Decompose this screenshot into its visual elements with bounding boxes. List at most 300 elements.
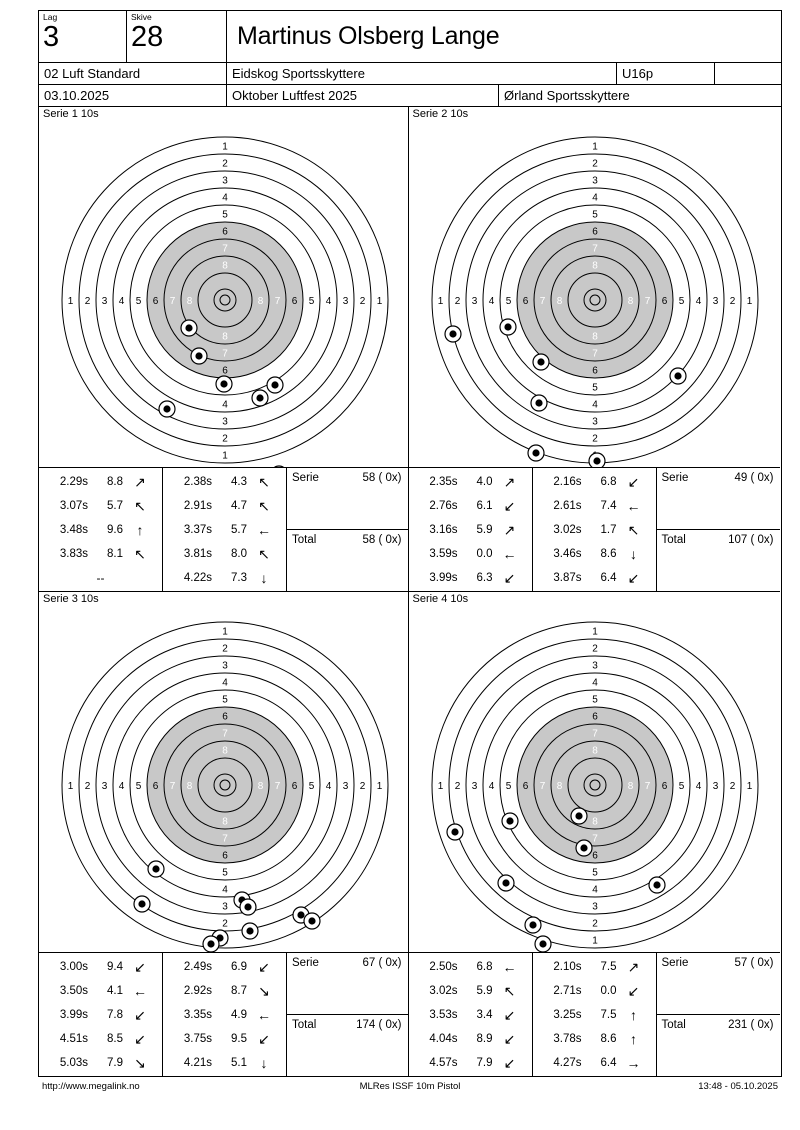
shot-direction-icon: ↙	[134, 959, 146, 975]
shot-row	[409, 979, 532, 1003]
shot-row	[39, 1003, 162, 1027]
page-footer	[38, 1077, 782, 1092]
svg-text:5: 5	[505, 781, 511, 792]
serie-score-4: 57 ( 0x)	[734, 957, 774, 969]
svg-text:2: 2	[84, 781, 91, 792]
shot-hole	[216, 376, 232, 392]
svg-text:8: 8	[222, 260, 228, 272]
category: U16p	[617, 63, 715, 84]
target-svg-1	[39, 122, 408, 467]
shot-row	[533, 518, 656, 542]
svg-text:3: 3	[471, 781, 477, 792]
total-summary-2	[657, 530, 780, 592]
shot-row	[533, 955, 656, 979]
shot-time: 3.16s	[429, 524, 458, 536]
svg-text:6: 6	[291, 296, 298, 307]
total-score-2: 107 ( 0x)	[728, 534, 774, 546]
lag-label: Lag	[43, 12, 58, 22]
svg-text:1: 1	[437, 781, 443, 792]
shot-row	[409, 542, 532, 566]
shot-value: 5.1	[231, 1057, 247, 1069]
shots-block-4	[409, 952, 780, 1076]
shot-hole	[571, 808, 587, 824]
shot-direction-icon: ←	[133, 983, 147, 999]
serie-summary-1	[287, 468, 408, 530]
shot-value: 7.5	[600, 1009, 617, 1021]
shot-time: 4.57s	[429, 1057, 458, 1069]
shot-direction-icon: ↙	[503, 570, 516, 586]
shot-value: 8.6	[600, 1033, 617, 1045]
svg-text:5: 5	[591, 382, 598, 394]
svg-text:5: 5	[135, 296, 142, 307]
shot-time: 3.35s	[183, 1009, 212, 1021]
svg-text:8: 8	[556, 296, 562, 307]
svg-text:6: 6	[591, 711, 598, 723]
shot-time: 3.59s	[429, 548, 458, 560]
total-summary-1	[287, 530, 408, 592]
svg-text:7: 7	[169, 296, 176, 307]
shot-row	[163, 518, 286, 542]
shot-hole	[181, 320, 197, 336]
svg-text:2: 2	[729, 296, 735, 307]
svg-text:3: 3	[591, 901, 598, 913]
svg-text:7: 7	[222, 348, 228, 360]
shot-time: 3.87s	[553, 572, 582, 584]
header-class-row	[39, 63, 781, 85]
shot-value: 6.8	[600, 476, 617, 488]
svg-text:8: 8	[257, 296, 264, 307]
serie-score-3: 67 ( 0x)	[362, 957, 402, 969]
target-svg-2	[409, 122, 780, 467]
header-main-row	[39, 11, 781, 63]
svg-text:2: 2	[222, 433, 228, 445]
svg-text:3: 3	[712, 781, 718, 792]
shot-row	[409, 470, 532, 494]
svg-text:6: 6	[591, 226, 598, 238]
total-score-1: 58 ( 0x)	[362, 534, 402, 546]
svg-text:8: 8	[627, 781, 633, 792]
shot-time: 3.07s	[59, 500, 88, 512]
svg-text:4: 4	[695, 781, 701, 792]
shot-direction-icon: ↙	[258, 959, 270, 975]
shot-row	[39, 979, 162, 1003]
shot-value: 1.7	[600, 524, 617, 536]
shot-time: 3.53s	[429, 1009, 458, 1021]
shot-hole	[528, 445, 544, 461]
svg-text:4: 4	[222, 884, 228, 896]
shot-value: 5.9	[476, 985, 493, 997]
shot-time: 3.81s	[183, 548, 212, 560]
svg-text:4: 4	[591, 677, 598, 689]
svg-text:4: 4	[118, 781, 125, 792]
svg-text:3: 3	[591, 175, 598, 187]
shot-time: 2.91s	[183, 500, 212, 512]
svg-text:6: 6	[152, 296, 159, 307]
shot-time: 2.38s	[183, 476, 212, 488]
shot-value: 5.9	[476, 524, 493, 536]
svg-text:1: 1	[437, 296, 443, 307]
shot-direction-icon: ↙	[258, 1031, 270, 1047]
shot-time: 3.48s	[59, 524, 88, 536]
shot-time: 3.46s	[553, 548, 582, 560]
svg-text:1: 1	[376, 781, 383, 792]
svg-text:2: 2	[222, 158, 228, 170]
shot-direction-icon: ↙	[134, 1007, 146, 1023]
shot-value: 6.1	[476, 500, 493, 512]
shot-value: 7.4	[600, 500, 617, 512]
shot-time: 2.35s	[429, 476, 458, 488]
result-sheet	[38, 10, 782, 1077]
shot-direction-icon: ↖	[258, 498, 270, 514]
shot-hole	[525, 917, 541, 933]
shot-hole	[500, 319, 516, 335]
shot-value: 7.5	[600, 961, 617, 973]
shot-hole	[134, 896, 150, 912]
shot-row	[163, 470, 286, 494]
shot-hole	[148, 861, 164, 877]
svg-text:4: 4	[591, 192, 598, 204]
svg-text:3: 3	[342, 781, 349, 792]
footer-timestamp: 13:48 - 05.10.2025	[698, 1081, 778, 1092]
svg-text:6: 6	[591, 850, 598, 862]
shot-time: 3.02s	[553, 524, 582, 536]
svg-text:5: 5	[308, 781, 315, 792]
shot-value: 8.6	[600, 548, 617, 560]
total-score-4: 231 ( 0x)	[728, 1019, 774, 1031]
shot-time: 2.29s	[59, 476, 88, 488]
svg-text:4: 4	[325, 296, 332, 307]
series-panel-2	[409, 107, 780, 592]
shot-direction-icon: ↓	[260, 570, 268, 586]
shot-row	[39, 470, 162, 494]
shot-value: 9.6	[107, 524, 123, 536]
series-panel-1	[39, 107, 409, 592]
svg-text:3: 3	[342, 296, 349, 307]
serie-label-4: Serie	[661, 957, 689, 969]
shot-value: 4.1	[107, 985, 123, 997]
series-title-4: Serie 4 10s	[412, 593, 469, 605]
target-svg-4	[409, 607, 780, 952]
serie-summary-2	[657, 468, 780, 530]
shot-row	[163, 979, 286, 1003]
shot-hole	[535, 936, 551, 952]
svg-text:1: 1	[591, 626, 598, 638]
shot-direction-icon: →	[626, 1055, 641, 1071]
serie-summary-3	[287, 953, 408, 1015]
shot-value: 9.4	[107, 961, 123, 973]
svg-text:5: 5	[591, 209, 598, 221]
shot-value: 8.1	[107, 548, 123, 560]
total-label-2: Total	[661, 534, 686, 546]
svg-text:7: 7	[222, 833, 228, 845]
svg-text:2: 2	[222, 918, 228, 930]
shot-row	[163, 955, 286, 979]
date: 03.10.2025	[39, 85, 227, 106]
shot-direction-icon: ↙	[627, 983, 640, 999]
shot-direction-icon: ↑	[630, 1031, 637, 1047]
shot-direction-icon: ↘	[258, 983, 270, 999]
svg-text:8: 8	[186, 781, 193, 792]
shot-time: 3.83s	[59, 548, 88, 560]
shot-hole	[589, 453, 605, 467]
shot-direction-icon: ↖	[134, 546, 146, 562]
shot-time: 3.99s	[429, 572, 458, 584]
series-panel-3	[39, 592, 409, 1076]
svg-text:3: 3	[222, 175, 228, 187]
shot-direction-icon: ↖	[503, 983, 516, 999]
svg-text:2: 2	[729, 781, 735, 792]
svg-text:8: 8	[222, 816, 228, 828]
svg-text:3: 3	[712, 296, 718, 307]
shot-hole	[240, 899, 256, 915]
shot-hole	[242, 923, 258, 939]
series-grid	[39, 107, 781, 1076]
svg-text:5: 5	[678, 296, 684, 307]
shot-direction-icon: ←	[257, 522, 271, 538]
svg-text:1: 1	[591, 141, 598, 153]
svg-text:3: 3	[101, 781, 108, 792]
shot-hole	[445, 326, 461, 342]
shot-direction-icon: ↗	[134, 474, 146, 490]
shot-direction-icon: ↗	[503, 474, 516, 490]
shot-time: 5.03s	[59, 1057, 88, 1069]
shot-time: 2.49s	[183, 961, 212, 973]
shot-row	[163, 566, 286, 590]
shot-hole	[533, 354, 549, 370]
shot-hole	[203, 936, 219, 952]
header-date-row	[39, 85, 781, 107]
svg-text:2: 2	[591, 433, 598, 445]
shot-time: 3.25s	[553, 1009, 582, 1021]
total-summary-4	[657, 1015, 780, 1077]
svg-text:7: 7	[274, 781, 281, 792]
svg-text:8: 8	[591, 331, 598, 343]
shot-time: 3.50s	[59, 985, 88, 997]
shot-time: 4.04s	[429, 1033, 458, 1045]
shot-value: 8.8	[107, 476, 123, 488]
series-panel-4	[409, 592, 780, 1076]
shot-value: 9.5	[231, 1033, 247, 1045]
svg-text:4: 4	[591, 399, 598, 411]
shot-value: 7.9	[476, 1057, 493, 1069]
svg-text:5: 5	[222, 694, 228, 706]
lag-value: 3	[43, 21, 60, 53]
shot-column-3a	[39, 953, 163, 1076]
shot-column-4b	[533, 953, 657, 1076]
svg-text:6: 6	[152, 781, 159, 792]
svg-text:8: 8	[556, 781, 562, 792]
svg-text:2: 2	[454, 781, 460, 792]
svg-text:7: 7	[222, 243, 228, 255]
svg-text:6: 6	[591, 365, 598, 377]
shot-row	[163, 542, 286, 566]
svg-text:6: 6	[222, 226, 228, 238]
svg-text:5: 5	[505, 296, 511, 307]
shot-value: 7.8	[107, 1009, 123, 1021]
summary-2	[657, 468, 780, 591]
svg-text:7: 7	[644, 781, 650, 792]
shot-direction-icon: ←	[502, 546, 517, 562]
shot-row	[163, 1003, 286, 1027]
shot-row	[409, 566, 532, 590]
svg-text:7: 7	[222, 728, 228, 740]
svg-text:7: 7	[539, 781, 545, 792]
shot-time: 4.21s	[183, 1057, 212, 1069]
shot-row	[533, 494, 656, 518]
svg-text:3: 3	[101, 296, 108, 307]
shot-value: 8.0	[231, 548, 247, 560]
shot-direction-icon: ↙	[627, 474, 640, 490]
svg-text:4: 4	[222, 677, 228, 689]
svg-text:1: 1	[67, 296, 74, 307]
shot-row	[409, 494, 532, 518]
header-extra	[715, 63, 780, 84]
shot-time: 4.27s	[553, 1057, 582, 1069]
shot-time: 3.02s	[429, 985, 458, 997]
club-name: Eidskog Sportsskyttere	[227, 63, 617, 84]
shot-row	[409, 518, 532, 542]
target-3	[39, 607, 408, 952]
shot-time: 2.71s	[553, 985, 582, 997]
shot-time: 2.16s	[553, 476, 582, 488]
svg-text:1: 1	[746, 781, 752, 792]
svg-text:5: 5	[678, 781, 684, 792]
shot-value: 4.7	[231, 500, 247, 512]
serie-label-2: Serie	[661, 472, 689, 484]
shot-row	[533, 542, 656, 566]
shot-hole	[304, 913, 320, 929]
svg-text:5: 5	[308, 296, 315, 307]
svg-text:1: 1	[376, 296, 383, 307]
shot-time: 2.92s	[183, 985, 212, 997]
svg-text:1: 1	[222, 450, 228, 462]
svg-text:4: 4	[488, 781, 494, 792]
svg-text:5: 5	[222, 867, 228, 879]
shot-direction-icon: ↙	[503, 1007, 516, 1023]
svg-text:1: 1	[746, 296, 752, 307]
shot-row	[163, 494, 286, 518]
shots-block-1	[39, 467, 408, 591]
shot-direction-icon: ←	[626, 498, 641, 514]
shot-hole	[531, 395, 547, 411]
svg-text:6: 6	[661, 296, 667, 307]
shot-column-4a	[409, 953, 533, 1076]
svg-text:3: 3	[591, 416, 598, 428]
svg-text:3: 3	[591, 660, 598, 672]
competition-name: Oktober Luftfest 2025	[227, 85, 499, 106]
series-title-1: Serie 1 10s	[43, 108, 99, 120]
shot-direction-icon: ↖	[627, 522, 640, 538]
svg-text:7: 7	[539, 296, 545, 307]
svg-text:2: 2	[591, 158, 598, 170]
svg-text:1: 1	[591, 935, 598, 947]
shot-time: 2.76s	[429, 500, 458, 512]
shot-direction-icon: ↖	[258, 474, 270, 490]
skive-value: 28	[131, 21, 164, 53]
shot-time: 2.61s	[553, 500, 582, 512]
shot-hole	[159, 401, 175, 417]
shot-hole	[649, 877, 665, 893]
shot-value: 0.0	[476, 548, 493, 560]
shot-hole	[502, 813, 518, 829]
shots-block-3	[39, 952, 408, 1076]
shot-row	[409, 1051, 532, 1075]
shot-row	[409, 955, 532, 979]
shot-direction-icon: ↘	[134, 1055, 146, 1071]
shot-value: 3.4	[476, 1009, 493, 1021]
shot-direction-icon: ↗	[627, 959, 640, 975]
svg-text:7: 7	[274, 296, 281, 307]
shot-direction-icon: ↙	[134, 1031, 146, 1047]
class-name: 02 Luft Standard	[39, 63, 227, 84]
organizer: Ørland Sportsskyttere	[504, 88, 630, 103]
shot-hole	[498, 875, 514, 891]
shot-row	[39, 955, 162, 979]
shot-hole	[447, 824, 463, 840]
svg-text:6: 6	[661, 781, 667, 792]
shot-column-2a	[409, 468, 533, 591]
shot-row	[39, 1051, 162, 1075]
svg-text:4: 4	[118, 296, 125, 307]
serie-score-1: 58 ( 0x)	[362, 472, 402, 484]
shot-hole	[191, 348, 207, 364]
shot-row	[533, 566, 656, 590]
shot-empty: --	[96, 571, 105, 585]
series-title-3: Serie 3 10s	[43, 593, 99, 605]
serie-label-1: Serie	[292, 472, 319, 484]
shot-direction-icon: ↙	[503, 498, 516, 514]
svg-text:7: 7	[591, 728, 598, 740]
summary-3	[287, 953, 408, 1076]
svg-text:3: 3	[222, 660, 228, 672]
shot-time: 3.37s	[183, 524, 212, 536]
shot-value: 4.9	[231, 1009, 247, 1021]
shot-row	[39, 494, 162, 518]
shot-row	[39, 518, 162, 542]
series-title-2: Serie 2 10s	[412, 108, 469, 120]
shot-value: 6.9	[231, 961, 247, 973]
svg-text:6: 6	[522, 781, 528, 792]
skive-cell	[127, 11, 227, 62]
svg-text:3: 3	[222, 416, 228, 428]
svg-text:4: 4	[695, 296, 701, 307]
shooter-name: Martinus Olsberg Lange	[237, 22, 500, 50]
footer-url[interactable]: http://www.megalink.no	[42, 1081, 140, 1092]
total-label-3: Total	[292, 1019, 317, 1031]
footer-middle: MLRes ISSF 10m Pistol	[359, 1081, 461, 1092]
shot-direction-icon: ↑	[136, 522, 144, 538]
svg-text:6: 6	[522, 296, 528, 307]
shot-row	[39, 1027, 162, 1051]
svg-text:8: 8	[222, 745, 228, 757]
shot-time: 2.50s	[429, 961, 458, 973]
shot-value: 8.7	[231, 985, 247, 997]
target-1	[39, 122, 408, 467]
shot-direction-icon: ↙	[503, 1055, 516, 1071]
shot-time: 3.00s	[59, 961, 88, 973]
shot-direction-icon: ↑	[630, 1007, 637, 1023]
shot-direction-icon: ↖	[258, 546, 270, 562]
shot-row	[533, 1051, 656, 1075]
svg-text:8: 8	[591, 745, 598, 757]
shot-time: 3.99s	[59, 1009, 88, 1021]
svg-text:7: 7	[169, 781, 176, 792]
svg-text:1: 1	[67, 781, 74, 792]
svg-text:5: 5	[591, 694, 598, 706]
lag-cell	[39, 11, 127, 62]
svg-text:7: 7	[591, 833, 598, 845]
shot-direction-icon: ↗	[503, 522, 516, 538]
